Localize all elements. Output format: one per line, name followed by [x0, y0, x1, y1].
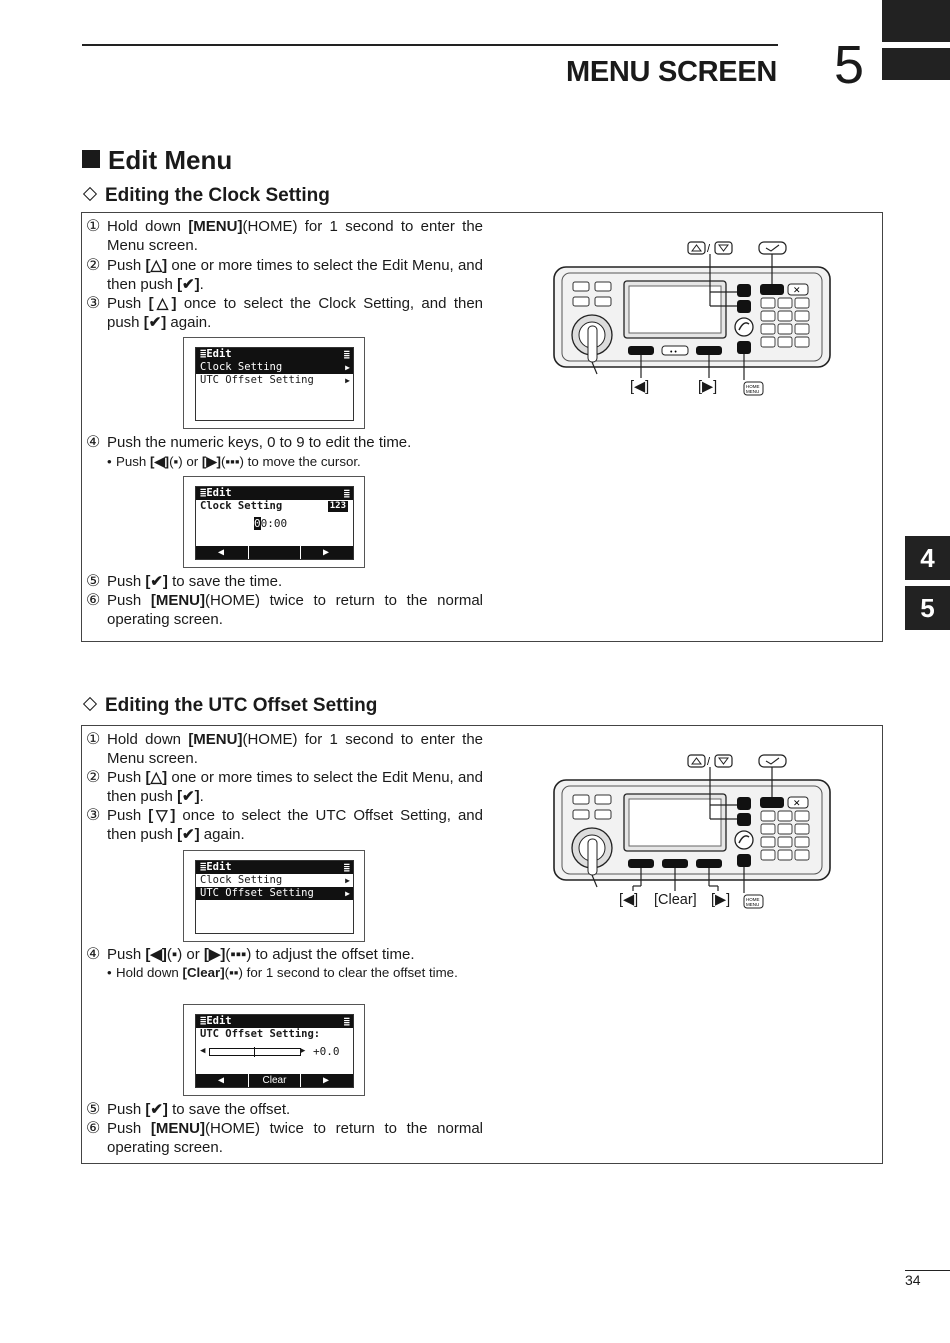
- step-number: ②: [86, 257, 101, 274]
- lcd-screen: [195, 1014, 354, 1088]
- step-number: ①: [86, 218, 101, 235]
- key-label: [MENU]: [150, 592, 205, 609]
- key-label: [✔]: [145, 573, 168, 590]
- lcd-illustration: [183, 337, 365, 429]
- step-4: [86, 945, 483, 964]
- step-text: Push: [107, 946, 146, 963]
- note-text: (▪▪) for 1 second to clear the offset time.: [224, 965, 458, 980]
- lcd-softkey-bar: [196, 546, 353, 559]
- lcd-softkey-bar: [196, 1074, 353, 1087]
- key-label: [MENU]: [150, 1120, 205, 1137]
- step-text: Push: [107, 769, 146, 786]
- step-text: Push: [107, 295, 149, 312]
- footer-rule: [905, 1270, 950, 1271]
- step-text: Push: [107, 807, 149, 824]
- step-6: [86, 591, 483, 630]
- svg-text:✕: ✕: [793, 798, 801, 808]
- chapter-number: 5: [834, 35, 865, 95]
- step-text: Push: [107, 1120, 151, 1137]
- step-text: Hold down: [107, 218, 189, 235]
- step-text: to save the time.: [167, 573, 283, 590]
- lcd-item-label: Clock Setting: [200, 361, 283, 373]
- step-text: one or more times to select the Edit Menu, and then push: [107, 257, 483, 294]
- menu-icon: ≣: [200, 487, 207, 499]
- lcd-screen: [195, 486, 354, 560]
- radio-front-panel-icon: [540, 749, 840, 914]
- key-label: [✔]: [177, 788, 200, 806]
- lcd-menu-item: [196, 361, 353, 374]
- section-title: [82, 145, 232, 176]
- subsection-title-text: Editing the Clock Setting: [105, 185, 330, 206]
- step-text: once to select the Clock Setting, and then push: [107, 295, 484, 332]
- menu-icon: ≣: [343, 862, 350, 874]
- svg-text:✕: ✕: [793, 285, 801, 295]
- lcd-illustration: [183, 476, 365, 568]
- lcd-illustration: [183, 1004, 365, 1096]
- bullet-note: [107, 964, 462, 982]
- svg-text:• •: • •: [670, 349, 677, 356]
- radio-illustration: [540, 236, 840, 401]
- key-label: [▽]: [148, 807, 176, 824]
- clear-softkey: Clear: [248, 1074, 301, 1087]
- step-number: ⑥: [86, 592, 101, 609]
- step-number: ④: [86, 434, 101, 451]
- lcd-title: Edit: [206, 861, 232, 873]
- step-text: Push: [107, 1101, 146, 1118]
- key-label: [✔]: [177, 826, 200, 844]
- step-3: [86, 294, 484, 333]
- right-arrow-icon: ▶: [345, 889, 350, 898]
- step-text: (▪) or: [166, 946, 204, 963]
- lcd-menu-item: [196, 874, 353, 887]
- step-1: [86, 730, 484, 769]
- lcd-title-bar: [196, 861, 353, 874]
- key-label: [MENU]: [188, 218, 243, 235]
- note-text: Hold down: [116, 965, 183, 980]
- bullet-note: [107, 453, 462, 471]
- key-label: [▶]: [201, 454, 221, 469]
- key-label: [✔]: [145, 1101, 168, 1118]
- step-text: once to select the UTC Offset Setting, and then push: [107, 807, 483, 844]
- lcd-item-label: UTC Offset Setting: [200, 374, 314, 386]
- key-label: [◀]: [150, 454, 170, 469]
- diamond-icon: [83, 697, 97, 711]
- chapter-tab-block: [882, 48, 950, 80]
- menu-icon: ≣: [200, 348, 207, 360]
- key-label: [△]: [145, 257, 168, 274]
- svg-text:MENU: MENU: [746, 902, 760, 907]
- diamond-icon: [83, 187, 97, 201]
- subsection-title-text: Editing the UTC Offset Setting: [105, 695, 378, 716]
- step-text: Push: [107, 573, 146, 590]
- right-arrow-icon: ▶: [345, 363, 350, 372]
- step-text: again.: [199, 826, 245, 844]
- step-text: again.: [166, 314, 212, 332]
- step-text: Push: [107, 592, 151, 609]
- radio-illustration: [540, 749, 840, 914]
- lcd-heading: [196, 500, 353, 513]
- step-text: to save the offset.: [167, 1101, 291, 1118]
- menu-icon: ≣: [200, 1015, 207, 1027]
- key-label: [✔]: [143, 314, 167, 332]
- menu-icon: ≣: [343, 1016, 350, 1028]
- step-5: [86, 572, 483, 591]
- subsection-title-utc: [82, 695, 377, 717]
- lcd-title: Edit: [206, 348, 232, 360]
- left-softkey: ◀: [217, 1075, 225, 1086]
- step-text: (HOME) for 1 second to enter the Menu screen.: [107, 218, 484, 255]
- note-text: Push: [116, 454, 151, 469]
- step-number: ④: [86, 946, 101, 963]
- lcd-item-label: UTC Offset Setting: [200, 887, 314, 899]
- offset-slider: [209, 1048, 301, 1056]
- step-5: [86, 1100, 483, 1119]
- lcd-heading-text: UTC Offset Setting:: [200, 1028, 321, 1040]
- step-text: Hold down: [107, 731, 189, 748]
- square-bullet-icon: [82, 150, 100, 168]
- lcd-item-label: Clock Setting: [200, 874, 283, 886]
- step-4: [86, 433, 483, 452]
- chapter-tab-block: [882, 0, 950, 42]
- key-label: [MENU]: [188, 731, 243, 748]
- time-value: [254, 517, 287, 530]
- key-label: [Clear]: [182, 965, 225, 980]
- page-number: 34: [905, 1272, 921, 1288]
- key-label: [△]: [145, 769, 168, 786]
- left-key-label: [◀]: [630, 379, 650, 395]
- cursor-digit: 0: [254, 517, 261, 530]
- key-label: [△]: [148, 295, 177, 312]
- lcd-menu-item: [196, 887, 353, 900]
- slider-center-mark: [254, 1047, 255, 1057]
- lcd-menu-item: [196, 374, 353, 387]
- note-text: (▪▪▪) to move the cursor.: [220, 454, 361, 469]
- menu-icon: ≣: [343, 349, 350, 361]
- step-2: [86, 768, 483, 807]
- step-text: (HOME) twice to return to the normal operating screen.: [107, 1120, 483, 1157]
- svg-text:/: /: [707, 756, 711, 768]
- center-softkey: [248, 546, 301, 559]
- right-softkey: ▶: [322, 547, 330, 558]
- lcd-heading-text: Clock Setting: [200, 500, 283, 512]
- section-title-text: Edit Menu: [108, 145, 233, 175]
- menu-icon: ≣: [200, 861, 207, 873]
- right-arrow-icon: ▶: [345, 876, 350, 885]
- right-key-label: [▶]: [698, 379, 718, 395]
- step-number: ⑤: [86, 573, 101, 590]
- time-digits: 0:00: [260, 517, 288, 530]
- left-arrow-icon: ◀: [200, 1046, 206, 1056]
- step-text: (HOME) for 1 second to enter the Menu screen.: [107, 731, 484, 768]
- key-label: [◀]: [145, 946, 167, 963]
- step-text: Push: [107, 257, 146, 274]
- lcd-title-bar: [196, 348, 353, 361]
- lcd-illustration: [183, 850, 365, 942]
- step-text: Push the numeric keys, 0 to 9 to edit the time.: [107, 434, 412, 451]
- top-rule: [82, 44, 778, 46]
- svg-text:HOME: HOME: [746, 384, 760, 389]
- lcd-title-bar: [196, 1015, 353, 1028]
- side-tab-5[interactable]: 5: [905, 586, 950, 630]
- note-text: (▪) or: [169, 454, 202, 469]
- menu-icon: ≣: [343, 488, 350, 500]
- step-number: ⑥: [86, 1120, 101, 1137]
- right-key-label: [▶]: [711, 892, 731, 908]
- svg-text:HOME: HOME: [746, 897, 760, 902]
- step-number: ②: [86, 769, 101, 786]
- chapter-title: MENU SCREEN: [566, 56, 777, 88]
- lcd-title-bar: [196, 487, 353, 500]
- step-text: (▪▪▪) to adjust the offset time.: [225, 946, 415, 963]
- lcd-screen: [195, 860, 354, 934]
- step-text: (HOME) twice to return to the normal operating screen.: [107, 592, 483, 629]
- offset-value: +0.0: [313, 1045, 340, 1058]
- step-number: ①: [86, 731, 101, 748]
- step-1: [86, 217, 484, 256]
- step-6: [86, 1119, 483, 1158]
- bullet-icon: •: [107, 454, 112, 469]
- step-3: [86, 806, 483, 845]
- step-text: one or more times to select the Edit Menu, and then push: [107, 769, 483, 806]
- clear-key-label: [Clear]: [654, 892, 697, 908]
- svg-text:MENU: MENU: [746, 389, 760, 394]
- svg-text:/: /: [707, 243, 711, 255]
- key-label: [✔]: [177, 276, 200, 294]
- lcd-heading: [196, 1028, 353, 1041]
- right-softkey: ▶: [322, 1075, 330, 1086]
- step-number: ⑤: [86, 1101, 101, 1118]
- step-text: .: [199, 788, 204, 806]
- right-arrow-icon: ▶: [345, 376, 350, 385]
- radio-front-panel-icon: [540, 236, 840, 401]
- step-2: [86, 256, 483, 295]
- lcd-screen: [195, 347, 354, 421]
- step-text: .: [199, 276, 204, 294]
- lcd-title: Edit: [206, 487, 232, 499]
- left-key-label: [◀]: [619, 892, 639, 908]
- key-label: [▶]: [203, 946, 226, 963]
- input-mode-badge: 123: [329, 501, 346, 511]
- bullet-icon: •: [107, 965, 112, 980]
- step-number: ③: [86, 807, 101, 824]
- left-softkey: ◀: [217, 547, 225, 558]
- lcd-title: Edit: [206, 1015, 232, 1027]
- subsection-title-clock: [82, 185, 330, 207]
- right-arrow-icon: ▶: [300, 1046, 306, 1056]
- side-tab-4[interactable]: 4: [905, 536, 950, 580]
- step-number: ③: [86, 295, 101, 312]
